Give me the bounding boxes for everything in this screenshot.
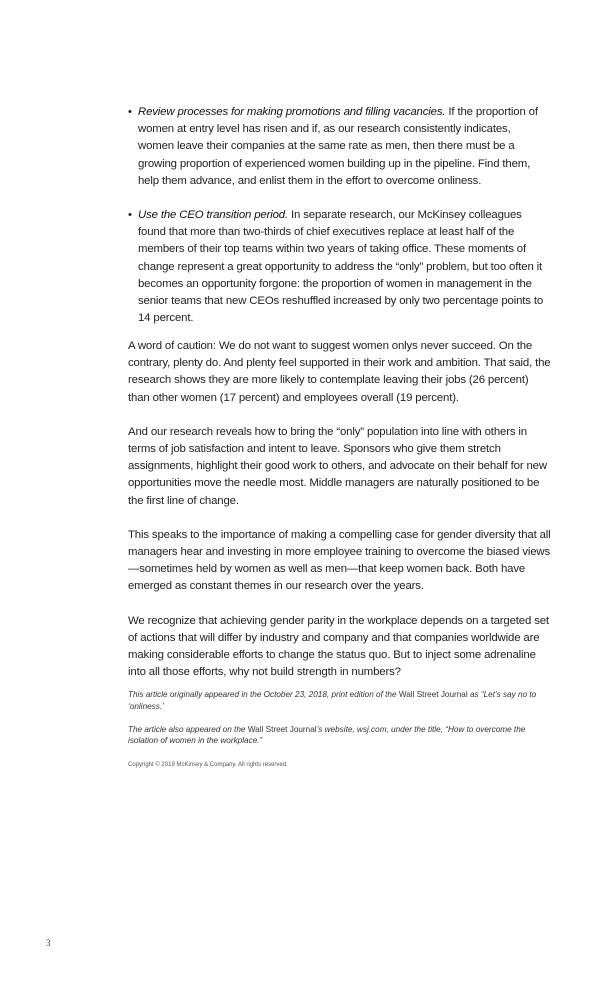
footnote-text: ’s website, wsj.com, under the title, “How to overcome the isolation of women in the workplace.” xyxy=(128,724,526,746)
footnote-text: The article also appeared on the xyxy=(128,724,248,734)
paragraph-research: And our research reveals how to bring the “only” population into line with others in terms of job satisfaction and intent to leave. Sponsors who give them stretch assignments, highlight their good work to others, and advocate on their behalf for new opportunities move the needle most. Middle managers are naturally positioned to be the first line of change. xyxy=(128,425,547,507)
bullet-list xyxy=(128,104,548,344)
bullet-dot: • xyxy=(128,209,132,222)
page-number: 3 xyxy=(46,938,51,948)
bullet-text: If the proportion of women at entry level has risen and if, as our research consistently indicates, women leave their companies at the same rate as men, then there must be a growing proportion of experienced women building up in the pipeline. Find them, help them advance, and enlist them in the effort to overcome onliness. xyxy=(138,106,538,187)
footnote-print-edition xyxy=(128,689,552,713)
footnote-website xyxy=(128,724,552,748)
paragraph-compelling-case: This speaks to the importance of making a compelling case for gender diversity that all managers hear and investing in more employee training to overcome the biased views—sometimes held by women as well as men—that keep women back. Both have emerged as constant themes in our research over the years. xyxy=(128,528,551,593)
bullet-text: In separate research, our McKinsey colleagues found that more than two-thirds of chief executives replace at least half of the members of their top teams within two years of taking office. These moments of change represent a great opportunity to address the “only” problem, but too often it becomes an opportunity forgone: the proportion of women in management in the senior teams that new CEOs reshuffled increased by only two percentage points to 14 percent. xyxy=(138,209,544,325)
footnote-text: as “Let’s say no to ‘onliness.’ xyxy=(128,690,537,711)
footnote-text: This article originally appeared in the October 23, 2018, print edition of the xyxy=(128,690,399,699)
bullet-dot: • xyxy=(128,106,132,118)
publication-name: Wall Street Journal xyxy=(247,724,317,734)
bullet-item-ceo-transition xyxy=(128,207,548,327)
body-text xyxy=(128,338,552,698)
publication-name: Wall Street Journal xyxy=(398,690,468,699)
bullet-lead: Use the CEO transition period. xyxy=(138,209,288,222)
bullet-item-promotions xyxy=(128,104,548,190)
footnotes xyxy=(128,689,552,769)
copyright-notice: Copyright © 2019 McKinsey & Company. All rights reserved. xyxy=(128,762,288,769)
paragraph-conclusion: We recognize that achieving gender parity in the workplace depends on a targeted set of actions that will differ by industry and company and that companies worldwide are making considerable efforts to change the status quo. But to inject some adrenaline into all those efforts, why not build strength in numbers? xyxy=(128,614,549,679)
paragraph-caution: A word of caution: We do not want to suggest women onlys never succeed. On the contrary, plenty do. And plenty feel supported in their work and ambition. That said, the research shows they are more likely to contemplate leaving their jobs (26 percent) than other women (17 percent) and employees overall (19 percent). xyxy=(128,340,551,404)
bullet-lead: Review processes for making promotions and filling vacancies. xyxy=(138,106,446,118)
